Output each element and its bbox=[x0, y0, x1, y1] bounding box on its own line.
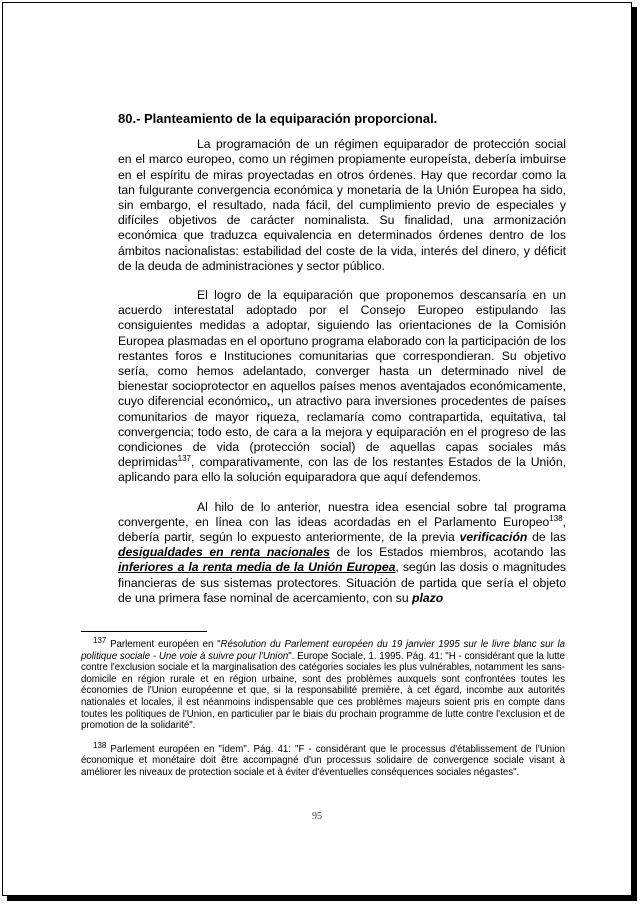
footnote-137-intro: Parlement européen en " bbox=[106, 639, 221, 650]
footnote-number-138: 138 bbox=[93, 740, 107, 750]
footnote-137-text: ". Europe Sociale, 1. 1995. Pág. 41: "H - considérant que la lutte contre l'exclusion sociale et la marginalisation des catégories sociales les plus vulnérables, notamment les sans-domicile en région rurale et en région urbaine, sont des problèmes auxquels sont confrontées toutes les économies de l'Union européenne et que, si la responsabilité première, à cet égard, incombe aux autorités nationales et locales, il est néanmoins indispensable que ces problèmes majeurs soient pris en compte dans toutes les politiques de l'Union, en particulier par le biais du prochain programme de lutte contre l'exclusion et de promotion de la solidarité". bbox=[81, 650, 566, 732]
footnote-ref-138[interactable]: 138 bbox=[549, 513, 563, 523]
footnote-137 bbox=[81, 635, 566, 732]
footnote-number-137: 137 bbox=[93, 635, 107, 645]
paragraph-3-part-c: de las bbox=[527, 530, 566, 545]
paragraph-3-part-e: , según las dosis o magnitudes financieras de sus sistemas protectores. Situación de partida que sería el objeto de una primera fase nominal de acercamiento, con su bbox=[118, 560, 566, 605]
paragraph-1: La programación de un régimen equiparador de protección social en el marco europeo, como un régimen propiamente europeísta, debería imbuirse en el espíritu de miras proyectadas en otros órdenes. Hay que recordar como la tan fulgurante convergencia económica y monetaria de la Unión Europea ha sido, sin embargo, el resultado, nada fácil, del cumplimiento previo de especiales y difíciles objetivos de carácter nominalista. Su finalidad, una armonización económica que traduzca equivalencia en determinados órdenes dentro de los ámbitos nacionalistas: estabilidad del coste de la vida, interés del dinero, y déficit de la deuda de administraciones y sector público. bbox=[118, 137, 566, 273]
paragraph-3-part-a: Al hilo de lo anterior, nuestra idea esencial sobre tal programa convergente, en línea con las ideas acordadas en el Parlamento Europeo bbox=[118, 499, 566, 529]
footnote-ref-137[interactable]: 137 bbox=[177, 454, 191, 464]
page-number: 95 bbox=[312, 811, 322, 822]
emphasis-plazo: plazo bbox=[412, 590, 444, 605]
paragraph-3-part-b: , debería partir, según lo expuesto anteriormente, de la previa bbox=[118, 514, 566, 545]
footnote-separator bbox=[81, 631, 207, 632]
paragraph-2-part-c: , comparativamente, con las de los restantes Estados de la Unión, aplicando para ello la solución equiparadora que aquí defendemos. bbox=[118, 455, 566, 485]
document-page bbox=[2, 2, 632, 896]
paragraph-3 bbox=[118, 500, 566, 606]
paragraph-2: El logro de la equiparación que proponemos descansaría en un acuerdo interestatal adoptado por el Consejo Europeo estipulando las consiguientes medidas a adoptar, siguiendo las orientaciones de la Comisión Europea plasmadas en el oportuno programa elaborado con la participación de los restantes foros e Instituciones comunitarias que correspondieran. Su objetivo sería, como hemos adelantado, converger hasta un determinado nivel de bienestar socioprotector en aquellos países menos aventajados económicamente, cuyo diferencial económico,, un atractivo para inversiones procedentes de países comunitarios de mayor riqueza, reclamaría como contrapartida, equitativa, tal convergencia; todo esto, de cara a la mejora y equiparación en el progreso de las condiciones de vida (protección social) de aquellas capas sociales más deprimidas$^{137}$, comparativamente, con las de los restantes Estados de la Unión, aplicando para ello la solución equiparadora que aquí defendemos. bbox=[118, 288, 566, 485]
section-heading: 80.- Planteamiento de la equiparación proporcional. bbox=[118, 111, 438, 126]
footnote-138-text: Parlement européen en "ídem". Pág. 41: "F - considérant que le processus d'établissement de l'Union économique et monétaire doit être accompagné d'un processus solidaire de convergence sociale visant à améliorer les niveaux de protection sociale et à éviter d'éventuelles conséquences sociales négastes". bbox=[81, 743, 565, 778]
emphasis-verificacion: verificación bbox=[459, 530, 528, 545]
footnotes-area bbox=[81, 631, 565, 791]
paragraph-3-part-d: de los Estados miembros, acotando las bbox=[329, 545, 566, 560]
emphasis-inferiores: inferiores a la renta media de la Unión Europea bbox=[118, 560, 396, 575]
paragraph-2-part-a: El logro de la equiparación que proponemos descansaría en un acuerdo interestatal adoptado por el Consejo Europeo estipulando las consiguientes medidas a adoptar, siguiendo las orientaciones de la Comisión Europea plasmadas en el oportuno programa elaborado con la participación de los restantes foros e Instituciones comunitarias que correspondieran. Su objetivo sería, como hemos adelantado, converger hasta un determinado nivel de bienestar socioprotector en aquellos países menos aventajados económicamente, cuyo diferencial económico bbox=[118, 288, 566, 409]
footnote-137-title: Résolution du Parlement européen du 19 janvier 1995 sur le livre blanc sur la politique sociale - Une voie à suivre pour l'Union bbox=[81, 639, 566, 662]
main-text bbox=[118, 111, 566, 620]
footnote-138 bbox=[81, 740, 565, 779]
emphasis-desigualdades: desigualdades en renta nacionales bbox=[118, 545, 330, 560]
paragraph-2-part-b: , un atractivo para inversiones procedentes de países comunitarios de mayor riqueza, reclamaría como contrapartida, equitativa, tal convergencia; todo esto, de cara a la mejora y equiparación en el progreso de las condiciones de vida (protección social) de aquellas capas sociales más deprimidas bbox=[118, 394, 566, 470]
